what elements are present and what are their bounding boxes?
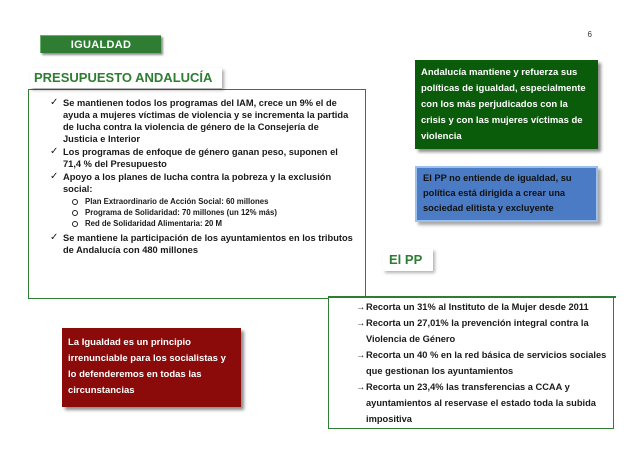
callout-red: La Igualdad es un principio irrenunciable para los socialistas y lo defenderemos en todas las circunstancias (62, 328, 241, 407)
budget-subitem: Programa de Solidaridad: 70 millones (un 12% más) (85, 207, 355, 218)
pp-label: El PP (383, 249, 433, 271)
arrow-right-icon: → (356, 382, 366, 392)
arrow-right-icon: → (356, 350, 366, 360)
arrow-right-icon: → (356, 318, 366, 328)
pp-item (356, 379, 607, 427)
budget-item (50, 232, 355, 256)
budget-item-text: Apoyo a los planes de lucha contra la pobreza y la exclusión social: (63, 172, 332, 194)
check-icon: ✓ (50, 171, 59, 182)
budget-item (50, 171, 355, 229)
callout-blue: El PP no entiende de igualdad, su política está dirigida a crear una sociedad elitista y excluyente (415, 166, 598, 222)
budget-subitem: Plan Extraordinario de Acción Social: 60 millones (85, 196, 355, 207)
page-number: 6 (587, 30, 592, 39)
pp-item (356, 347, 607, 379)
callout-green: Andalucía mantiene y refuerza sus políticas de igualdad, especialmente con los más perjudicados con la crisis y con las mujeres víctimas de violencia (415, 60, 598, 149)
pp-list (356, 299, 607, 427)
budget-list (50, 97, 355, 256)
check-icon: ✓ (50, 146, 59, 157)
pp-box (328, 296, 614, 429)
section-tab: IGUALDAD (40, 35, 161, 53)
budget-item-text: Los programas de enfoque de género ganan peso, suponen el 71,4 % del Presupuesto (63, 147, 338, 169)
budget-item (50, 97, 355, 145)
pp-item-text: Recorta un 23,4% las transferencias a CCAA y ayuntamientos al reservase el estado toda la subida impositiva (366, 382, 596, 424)
budget-item-text: Se mantienen todos los programas del IAM, crece un 9% el de ayuda a mujeres víctimas de violencia y se incrementa la partida de lucha contra la violencia de género de la Consejería de Justicia e Interior (63, 98, 349, 144)
budget-sublist (63, 196, 355, 229)
arrow-right-icon: → (356, 302, 366, 312)
check-icon: ✓ (50, 232, 59, 243)
pp-box-border (329, 296, 616, 298)
check-icon: ✓ (50, 97, 59, 108)
budget-item (50, 146, 355, 170)
budget-item-text: Se mantiene la participación de los ayuntamientos en los tributos de Andalucía con 480 millones (63, 233, 353, 255)
pp-item-text: Recorta un 40 % en la red básica de servicios sociales que gestionan los ayuntamientos (366, 350, 607, 376)
budget-box (28, 89, 366, 299)
budget-subitem: Red de Solidaridad Alimentaria: 20 M (85, 218, 355, 229)
budget-title: PRESUPUESTO ANDALUCÍA (30, 68, 222, 88)
pp-item-text: Recorta un 31% al Instituto de la Mujer desde 2011 (366, 302, 589, 312)
pp-item (356, 315, 607, 347)
pp-item (356, 299, 607, 315)
pp-item-text: Recorta un 27,01% la prevención integral contra la Violencia de Género (366, 318, 589, 344)
